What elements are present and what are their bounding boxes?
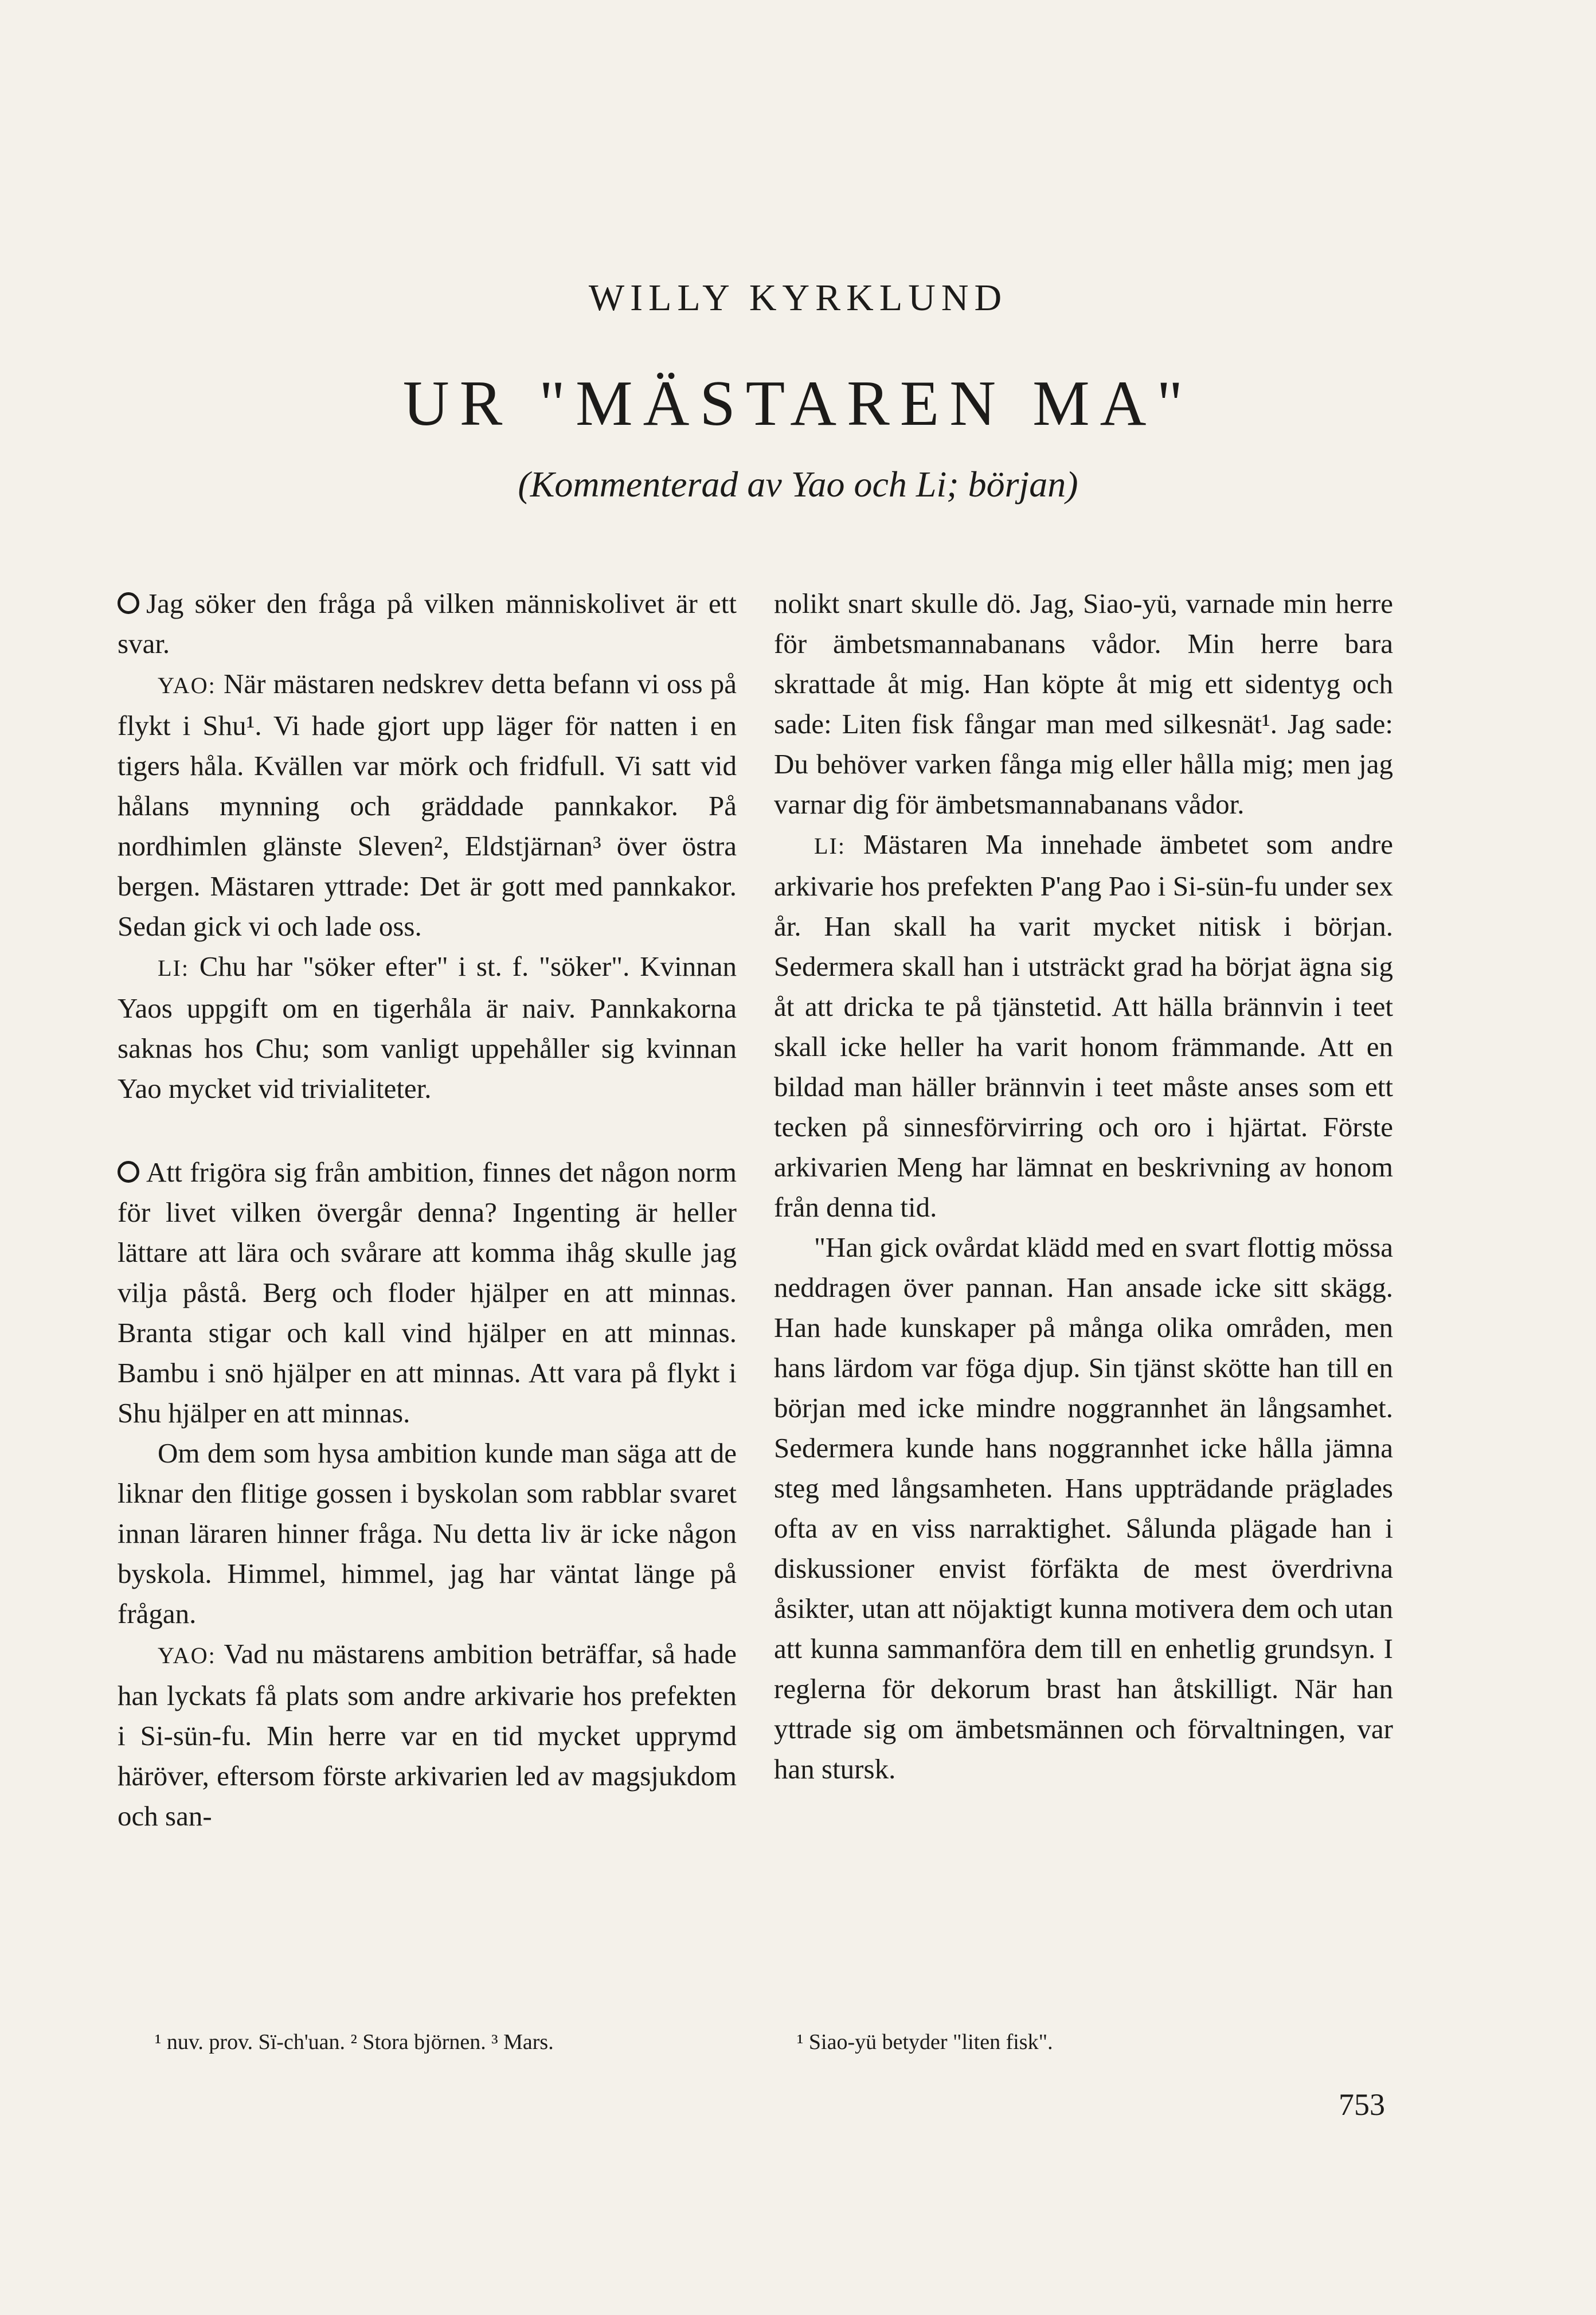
author-name: WILLY KYRKLUND <box>588 277 1008 319</box>
footnote-right: ¹ Siao-yü betyder "liten fisk". <box>797 2030 1053 2054</box>
paragraph: LI: Mästaren Ma innehade ämbetet som andre arkivarie hos prefekten P'ang Pao i Si-sün-fu under sex år. Han skall ha varit mycket nitisk i början. Sedermera skall han i utsträckt grad ha börjat ägna sig åt att dricka te på tjänstetid. Att hälla brännvin i teet skall icke heller ha varit honom främmande. Att en bildad man häller brännvin i teet måste anses som ett tecken på sinnesförvirring och oro i hjärtat. Förste arkivarien Meng har lämnat en beskrivning av honom från denna tid. <box>774 828 1394 1223</box>
article-title: UR "MÄSTAREN MA" <box>402 368 1194 439</box>
speaker-label: LI: <box>814 833 846 859</box>
article-subtitle: (Kommenterad av Yao och Li; början) <box>518 464 1078 505</box>
paragraph: Om dem som hysa ambition kunde man säga att de liknar den flitige gossen i byskolan som rabblar svaret innan läraren hinner fråga. Nu detta liv är icke någon byskola. Himmel, himmel, jag har väntat länge på frågan. <box>118 1437 737 1629</box>
speaker-label: LI: <box>158 955 190 981</box>
paragraph: "Han gick ovårdat klädd med en svart flottig mössa neddragen över pannan. Han ansade icke sitt skägg. Han hade kunskaper på många olika områden, men hans lärdom var föga djup. Sin tjänst skötte han till en början med icke mindre noggrannhet än långsamhet. Sedermera kunde hans noggrannhet icke hålla jämna steg med långsamheten. Hans uppträdande präglades ofta av en viss narraktighet. Sålunda plägade han i diskussioner envist förfäkta de mest överdrivna åsikter, utan att nöjaktigt kunna motivera dem och utan att kunna sammanföra dem till en enhetlig grundsyn. I reglerna för dekorum brast han åtskilligt. När han yttrade sig om ämbetsmännen och förvaltningen, var han stursk. <box>774 1231 1393 1785</box>
footnote-left: ¹ nuv. prov. Sï-ch'uan. ² Stora björnen. ³ Mars. <box>155 2030 554 2054</box>
speaker-label: YAO: <box>158 672 216 698</box>
paragraph: LI: Chu har "söker efter" i st. f. "söker". Kvinnan Yaos uppgift om en tigerhåla är naiv. Pannkakorna saknas hos Chu; som vanligt uppehåller sig kvinnan Yao mycket vid trivialiteter. <box>118 951 737 1104</box>
paragraph: Jag söker den fråga på vilken människolivet är ett svar. <box>118 588 737 659</box>
page-number: 753 <box>1339 2087 1385 2122</box>
circle-marker-icon <box>118 592 139 614</box>
right-column <box>774 584 1393 1789</box>
paragraph: Att frigöra sig från ambition, finnes det någon norm för livet vilken övergår denna? Ingenting är heller lättare att lära och svårare att komma ihåg skulle jag vilja påstå. Berg och floder hjälper en att minnas. Branta stigar och kall vind hjälper en att minnas. Bambu i snö hjälper en att minnas. Att vara på flykt i Shu hjälper en att minnas. <box>118 1156 737 1429</box>
left-column <box>118 584 737 1836</box>
circle-marker-icon <box>118 1161 139 1183</box>
paragraph: nolikt snart skulle dö. Jag, Siao-yü, varnade min herre för ämbetsmannabanans vådor. Min herre bara skrattade åt mig. Han köpte åt mig ett sidentyg och sade: Liten fisk fångar man med silkesnät¹. Jag sade: Du behöver varken fånga mig eller hålla mig; men jag varnar dig för ämbetsmannabanans vådor. <box>774 588 1393 820</box>
paragraph: YAO: Vad nu mästarens ambition beträffar, så hade han lyckats få plats som andre arkivarie hos prefekten i Si-sün-fu. Min herre var en tid mycket upprymd häröver, eftersom förste arkivarien led av magsjukdom och san- <box>118 1638 737 1832</box>
speaker-label: YAO: <box>158 1643 216 1668</box>
paragraph: YAO: När mästaren nedskrev detta befann vi oss på flykt i Shu¹. Vi hade gjort upp läger för natten i en tigers håla. Kvällen var mörk och fridfull. Vi satt vid hålans mynning och gräddade pannkakor. På nordhimlen glänste Sleven², Eldstjärnan³ över östra bergen. Mästaren yttrade: Det är gott med pannkakor. Sedan gick vi och lade oss. <box>118 668 737 942</box>
